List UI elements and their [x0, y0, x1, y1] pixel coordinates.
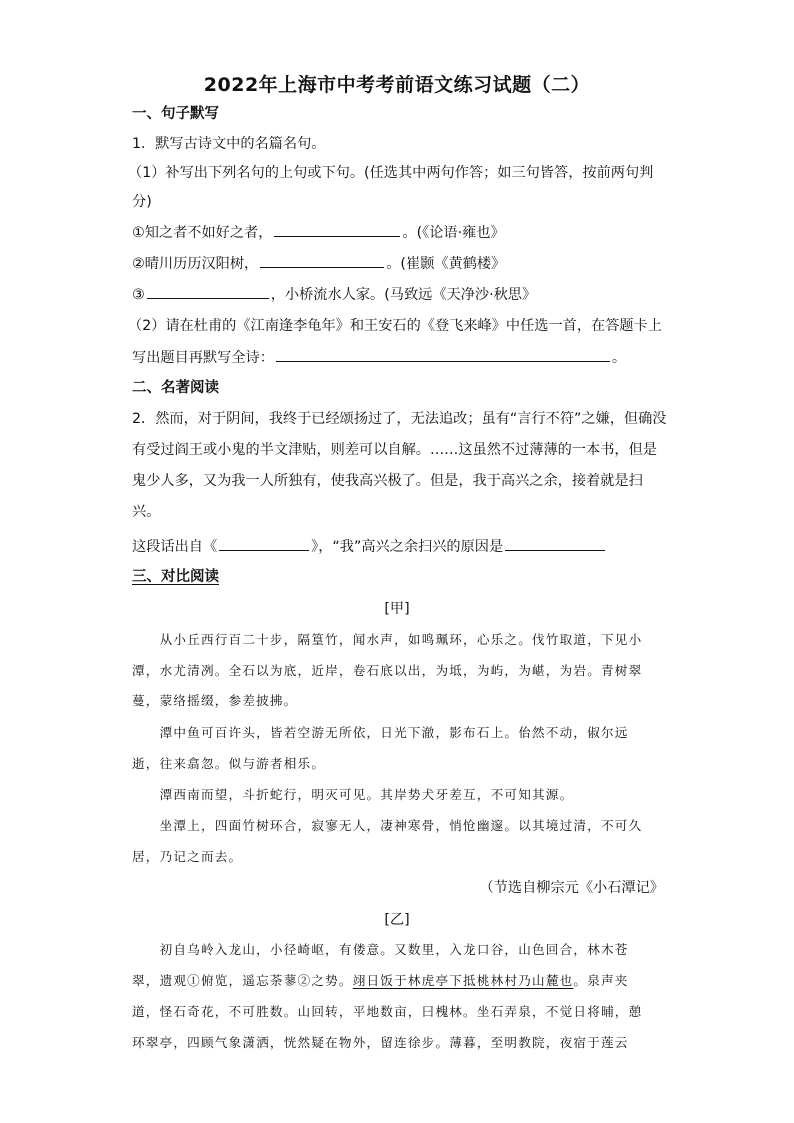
yi-underlined-sentence: 翊日饭于林虎亭下抵桃林村乃山麓也 [352, 973, 574, 988]
item-1-prompt: ①知之者不如好之者， [132, 225, 273, 241]
item-1-blank[interactable] [274, 222, 400, 237]
yi-line-2-end: 。泉声夹 [573, 973, 629, 988]
q2-line-1: 2．然而，对于阴间，我终于已经颂扬过了，无法追改；虽有“言行不符”之嫌，但确没 [132, 411, 667, 427]
yi-line-4: 环翠亭，四顾气象潇洒，恍然疑在物外，留连徐步。薄暮，至明教院，夜宿于莲云 [132, 1035, 629, 1050]
yi-line-2 [132, 971, 662, 991]
section-1-heading: 一、句子默写 [132, 106, 219, 122]
section-3-heading: 三、对比阅读 [132, 569, 219, 585]
jia-line-8: 居，乃记之而去。 [132, 849, 243, 864]
yi-line-3: 道，怪石奇花，不可胜数。山回转，平地数亩，曰槐林。坐石弄泉，不觉日将晡，憩 [132, 1004, 643, 1019]
item-3-rest: ，小桥流水人家。(马致远《天净沙·秋思》 [270, 287, 537, 303]
q1-part1-line1: （1）补写出下列名句的上句或下句。(任选其中两句作答；如三句皆答，按前两句判 [128, 165, 654, 181]
book-title-blank[interactable] [219, 536, 309, 551]
jia-line-6: 潭西南而望，斗折蛇行，明灭可见。其岸势犬牙差互，不可知其源。 [132, 787, 574, 802]
item-2-source: 。(崔颢《黄鹤楼》 [386, 256, 506, 272]
passage-yi-label: [乙] [384, 912, 410, 928]
page-title: 2022年上海市中考考前语文练习试题（二） [203, 74, 591, 96]
q1-part2-line2 [132, 347, 626, 368]
item-1-source: 。(《论语·雍也》 [402, 225, 505, 241]
jia-source: （节选自柳宗元《小石潭记》 [479, 880, 664, 896]
q2-line-3: 鬼少人多，又为我一人所独有，使我高兴极了。但是，我于高兴之余，接着就是扫 [132, 473, 643, 489]
q1-item-3 [132, 284, 536, 305]
yi-line-2-start: 翠，遗观①俯览，遥忘荼蓼②之势。 [132, 973, 353, 988]
q2-line-4: 兴。 [132, 504, 161, 520]
passage-jia-label: [甲] [384, 601, 410, 617]
q2-line-2: 有受过阎王或小鬼的半文津贴，则差可以自解。……这虽然不过薄薄的一本书，但是 [132, 442, 657, 458]
jia-line-1: 从小丘西行百二十步，隔篁竹，闻水声，如鸣珮环，心乐之。伐竹取道，下见小 [132, 632, 643, 647]
jia-line-7: 坐潭上，四面竹树环合，寂寥无人，凄神寒骨，悄怆幽邃。以其境过清，不可久 [132, 818, 643, 833]
jia-line-2: 潭，水尤清冽。全石以为底，近岸，卷石底以出，为坻，为屿，为嵁，为岩。青树翠 [132, 663, 643, 678]
question-1: 1．默写古诗文中的名篇名句。 [132, 136, 326, 152]
yi-line-1: 初自乌岭入龙山，小径崎岖，有偻意。又数里，入龙口谷，山色回合，林木苍 [132, 942, 629, 957]
item-2-prompt: ②晴川历历汉阳树， [132, 256, 259, 272]
jia-line-3: 蔓，蒙络摇缀，参差披拂。 [132, 693, 298, 708]
q1-item-1 [132, 222, 505, 243]
q1-item-2 [132, 253, 505, 274]
q1-part2-line1: （2）请在杜甫的《江南逢李龟年》和王安石的《登飞来峰》中任选一首，在答题卡上 [128, 318, 662, 334]
item-2-blank[interactable] [260, 253, 384, 268]
part2-prompt: 写出题目再默写全诗： [132, 350, 274, 366]
jia-line-4: 潭中鱼可百许头，皆若空游无所依，日光下澈，影布石上。佁然不动，俶尔远 [132, 725, 629, 740]
q2-question [132, 536, 607, 557]
part2-blank[interactable] [276, 347, 610, 362]
jia-line-5: 逝，往来翕忽。似与游者相乐。 [132, 756, 326, 771]
reason-blank[interactable] [505, 536, 605, 551]
q2-question-a: 这段话出自《 [132, 539, 218, 555]
item-3-blank[interactable] [147, 284, 269, 299]
part2-end: 。 [611, 350, 627, 366]
item-3-prompt: ③ [132, 287, 145, 303]
section-2-heading: 二、名著阅读 [132, 380, 219, 396]
q2-question-b: 》，“我”高兴之余扫兴的原因是 [311, 539, 504, 555]
q1-part1-line2: 分) [132, 194, 152, 210]
